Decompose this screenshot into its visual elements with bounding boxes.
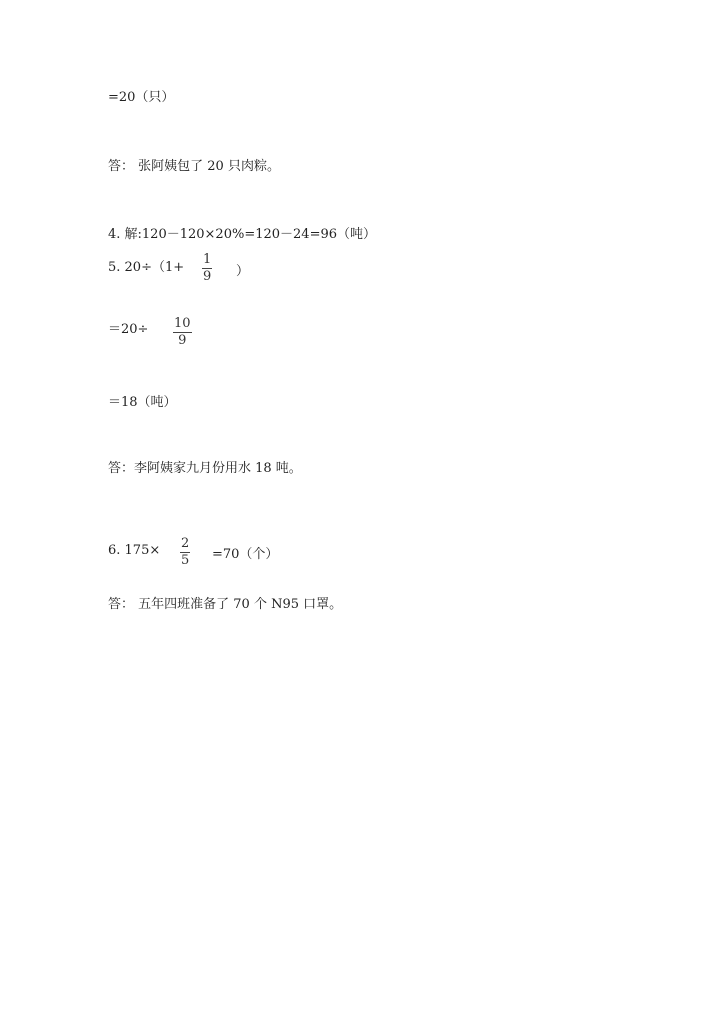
fraction-numerator: 10 xyxy=(174,316,191,331)
fraction-numerator: 2 xyxy=(181,536,190,551)
line-q6-expression: 6. 175× xyxy=(108,543,161,558)
fraction-numerator: 1 xyxy=(203,252,212,267)
q6-result: =70（个） xyxy=(212,547,279,562)
fraction-two-fifths xyxy=(180,537,190,568)
line-answer-masks: 答： 五年四班准备了 70 个 N95 口罩。 xyxy=(108,597,343,612)
q5-close-paren: ） xyxy=(236,264,250,279)
fraction-denominator: 9 xyxy=(203,269,212,284)
fraction-denominator: 9 xyxy=(178,333,187,348)
line-q4-solution: 4. 解:120－120×20%=120－24=96（吨） xyxy=(108,227,377,242)
fraction-ten-ninths xyxy=(173,317,192,348)
line-q5-step2: ＝20÷ xyxy=(108,322,149,337)
fraction-one-ninth xyxy=(202,253,212,284)
line-result-20: =20（只） xyxy=(108,90,175,105)
fraction-denominator: 5 xyxy=(181,553,190,568)
line-answer-zongzi: 答： 张阿姨包了 20 只肉粽。 xyxy=(108,159,280,174)
line-q5-result: ＝18（吨） xyxy=(108,395,177,410)
line-answer-water: 答：李阿姨家九月份用水 18 吨。 xyxy=(108,461,302,476)
line-q5-expression: 5. 20÷（1+ xyxy=(108,260,185,275)
